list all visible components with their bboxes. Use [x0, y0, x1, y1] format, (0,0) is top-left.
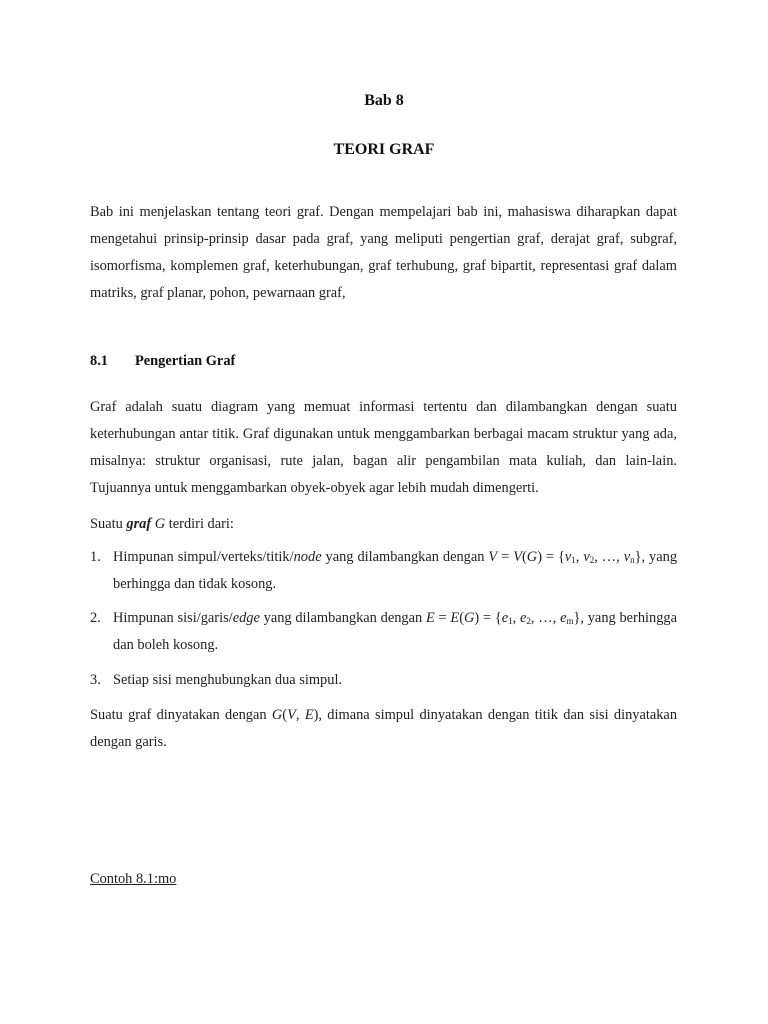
section-number: 8.1 [90, 353, 108, 369]
list-item [90, 544, 677, 598]
intro-paragraph: Bab ini menjelaskan tentang teori graf. Dengan mempelajari bab ini, mahasiswa diharapkan dapat mengetahui prinsip-prinsip dasar pada graf, yang meliputi pengertian graf, derajat graf, subgraf, isomorfisma, komplemen graf, keterhubungan, graf terhubung, graf bipartit, representasi graf dalam matriks, graf planar, pohon, pewarnaan graf, [90, 204, 677, 301]
consists-line [90, 511, 677, 538]
consists-post: terdiri dari: [165, 516, 234, 532]
list-item [90, 667, 677, 694]
list-number: 2. [90, 610, 101, 626]
consists-pre: Suatu [90, 516, 127, 532]
definition-paragraph: Graf adalah suatu diagram yang memuat informasi tertentu dan dilambangkan dengan suatu keterhubungan antar titik. Graf digunakan untuk menggambarkan berbagai macam struktur yang ada, misalnya: struktur organisasi, rute jalan, bagan alir pengambilan mata kuliah, dan lain-lain. Tujuannya untuk menggambarkan obyek-obyek agar lebih mudah dimengerti. [90, 399, 677, 496]
chapter-title: TEORI GRAF [333, 141, 435, 158]
list-item-body: Himpunan simpul/verteks/titik/node yang dilambangkan dengan $V = V(G) = \{v_1$, $v_2$, …, $v_n$}, yang berhingga dan tidak kosong. [113, 549, 678, 592]
example-label: Contoh 8.1:mo [90, 871, 177, 887]
list-number: 1. [90, 549, 101, 565]
graf-term: graf [126, 516, 152, 532]
graf-var: G [154, 516, 166, 532]
list-number: 3. [90, 672, 101, 688]
list-item [90, 605, 677, 659]
section-title: Pengertian Graf [135, 353, 236, 369]
list-item-body: Setiap sisi menghubungkan dua simpul. [113, 672, 343, 688]
section-heading [90, 353, 235, 370]
list-item-body: Himpunan sisi/garis/edge yang dilambangkan dengan $E = E(G) = \{e_1$, $e_2$, …, $e_m$}, yang berhingga dan boleh kosong. [113, 610, 678, 653]
notation-paragraph: Suatu graf dinyatakan dengan G(V, E), dimana simpul dinyatakan dengan titik dan sisi dinyatakan dengan garis. [90, 707, 678, 750]
chapter-heading: Bab 8 [364, 92, 404, 109]
